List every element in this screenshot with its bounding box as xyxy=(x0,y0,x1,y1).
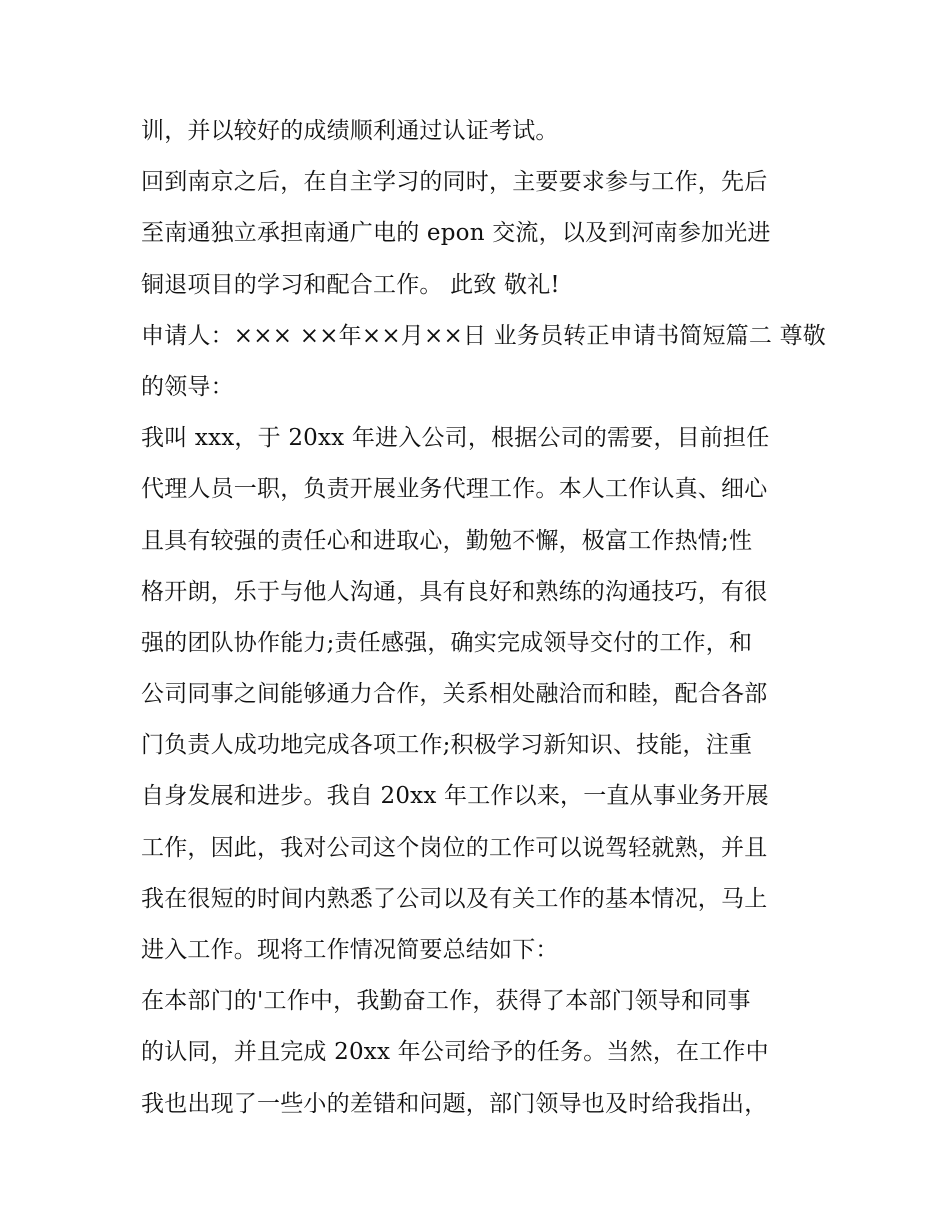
text-line: 工作，因此，我对公司这个岗位的工作可以说驾轻就熟，并且 xyxy=(141,834,768,861)
text-line: 自身发展和进步。我自 20xx 年工作以来，一直从事业务开展 xyxy=(141,783,769,810)
text-line: 门负责人成功地完成各项工作;积极学习新知识、技能，注重 xyxy=(141,732,753,759)
text-line: 申请人：××× ××年××月××日 业务员转正申请书简短篇二 尊敬 xyxy=(141,322,826,349)
text-line: 我叫 xxx，于 20xx 年进入公司，根据公司的需要，目前担任 xyxy=(141,425,770,452)
text-line: 代理人员一职，负责开展业务代理工作。本人工作认真、细心 xyxy=(141,476,768,503)
text-line: 至南通独立承担南通广电的 epon 交流，以及到河南参加光进 xyxy=(141,220,771,247)
text-line: 进入工作。现将工作情况简要总结如下： xyxy=(141,937,559,963)
text-line: 的认同，并且完成 20xx 年公司给予的任务。当然，在工作中 xyxy=(141,1039,769,1066)
document-body xyxy=(141,106,826,1130)
text-line: 我也出现了一些小的差错和问题，部门领导也及时给我指出， xyxy=(141,1090,768,1117)
text-line: 在本部门的'工作中，我勤奋工作，获得了本部门领导和同事 xyxy=(141,988,751,1015)
text-line: 铜退项目的学习和配合工作。 此致 敬礼! xyxy=(141,271,560,298)
text-line: 我在很短的时间内熟悉了公司以及有关工作的基本情况，马上 xyxy=(141,885,768,912)
text-line: 强的团队协作能力;责任感强，确实完成领导交付的工作，和 xyxy=(141,629,753,656)
text-line: 公司同事之间能够通力合作，关系相处融洽而和睦，配合各部 xyxy=(141,681,768,708)
text-line: 且具有较强的责任心和进取心，勤勉不懈，极富工作热情;性 xyxy=(141,527,753,554)
text-line: 的领导： xyxy=(141,373,234,400)
text-line: 格开朗，乐于与他人沟通，具有良好和熟练的沟通技巧，有很 xyxy=(141,578,768,605)
text-line: 回到南京之后，在自主学习的同时，主要要求参与工作，先后 xyxy=(141,169,768,196)
text-line: 训，并以较好的成绩顺利通过认证考试。 xyxy=(141,118,559,144)
